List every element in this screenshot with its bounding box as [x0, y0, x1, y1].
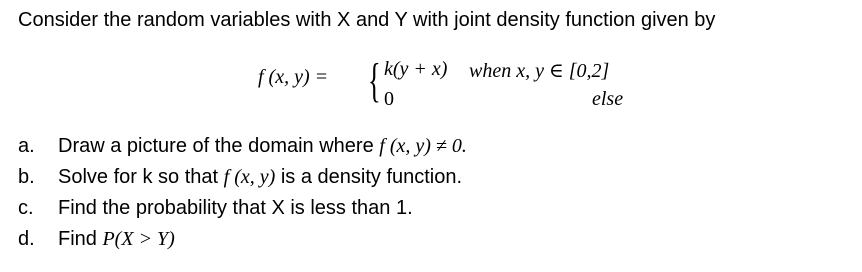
- item-marker: a.: [18, 135, 35, 157]
- item-text: Find: [58, 228, 103, 250]
- case-2-condition: else: [592, 88, 624, 110]
- question-item-d: [18, 228, 175, 251]
- case-1-condition: when x, y ∈ [0,2]: [469, 60, 610, 82]
- case-2-expression: 0: [384, 88, 394, 110]
- question-item-b: [18, 166, 462, 189]
- item-marker: c.: [18, 197, 34, 219]
- cases-brace: {: [368, 54, 381, 107]
- item-marker: b.: [18, 166, 35, 188]
- item-math: f (x, y): [223, 166, 276, 188]
- item-math: f (x, y) ≠ 0: [379, 135, 462, 157]
- question-item-c: [18, 197, 413, 220]
- item-text: Draw a picture of the domain where: [58, 135, 380, 157]
- item-tail: is a density function.: [275, 166, 463, 188]
- item-text: Solve for k so that: [58, 166, 224, 188]
- item-tail: .: [461, 135, 467, 157]
- item-math: P(X > Y): [102, 228, 175, 250]
- case-1-expression: k(y + x): [384, 58, 448, 80]
- item-text: Find the probability that X is less than 1.: [58, 197, 413, 219]
- density-equation-lhs: f (x, y) =: [258, 66, 329, 88]
- question-item-a: [18, 135, 467, 158]
- problem-intro: Consider the random variables with X and Y with joint density function given by: [18, 9, 716, 31]
- item-marker: d.: [18, 228, 35, 250]
